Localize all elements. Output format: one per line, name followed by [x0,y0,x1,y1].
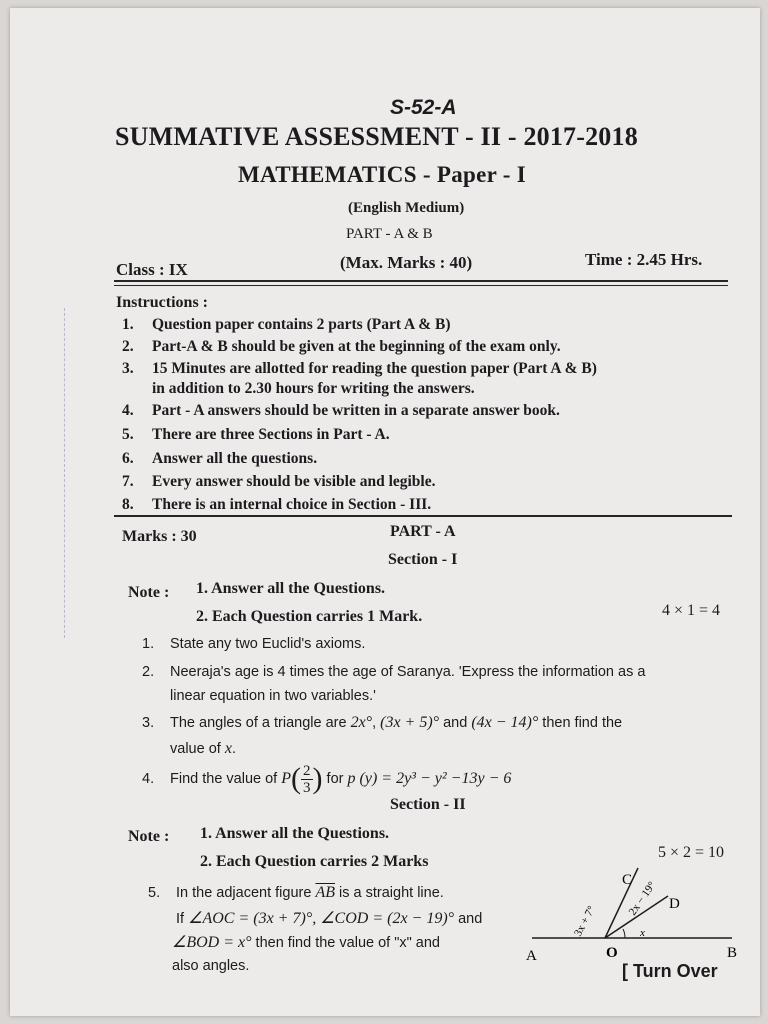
parts-label: PART - A & B [346,226,433,242]
section-1-score: 4 × 1 = 4 [662,602,721,619]
label-d: D [669,896,680,912]
label-c: C [622,872,633,888]
note-label: Note : [128,828,170,845]
instruction-item: 5. There are three Sections in Part - A. [122,426,390,443]
margin-smear [24,308,65,638]
question-5-line2: If ∠AOC = (3x + 7)°, ∠COD = (2x − 19)° and [176,910,483,927]
question-1: 1. State any two Euclid's axioms. [142,636,366,652]
turn-over-label: [ Turn Over [622,961,718,981]
question-3: 3. The angles of a triangle are 2x°, (3x + 5)° and (4x − 14)° then find the [142,714,623,731]
question-5-line4: also angles. [172,958,250,974]
section-2-score: 5 × 2 = 10 [658,844,725,861]
instruction-item: 2. Part-A & B should be given at the beginning of the exam only. [122,338,561,355]
header-divider [114,280,728,282]
time-label: Time : 2.45 Hrs. [585,250,703,269]
note-item: 1. Answer all the Questions. [200,825,390,842]
question-2-cont: linear equation in two variables.' [170,688,376,704]
exam-title: SUMMATIVE ASSESSMENT - II - 2017-2018 [115,122,638,151]
paper-code: S-52-A [390,96,457,119]
max-marks-label: (Max. Marks : 40) [340,253,473,272]
fraction: $\frac{2}{3}$ [303,762,311,796]
note-item: 2. Each Question carries 2 Marks [200,853,429,870]
instruction-item: 3. 15 Minutes are allotted for reading the question paper (Part A & B) [122,360,597,377]
subject-title: MATHEMATICS - Paper - I [238,162,526,187]
part-a-marks: Marks : 30 [122,528,197,545]
question-3-cont: value of x. [170,740,236,757]
part-a-heading: PART - A [390,523,456,540]
note-item: 2. Each Question carries 1 Mark. [196,608,423,625]
exam-paper [10,8,760,1016]
question-5: 5. In the adjacent figure $\overline{AB}$ is a straight line. [148,884,444,901]
label-b: B [727,945,738,961]
angle-arc [623,929,625,938]
instruction-item: 7. Every answer should be visible and legible. [122,473,436,490]
question-5-line3: ∠BOD = x° then find the value of "x" and [172,934,440,951]
label-o: O [606,945,618,961]
class-label: Class : IX [116,260,188,279]
instruction-item: 4. Part - A answers should be written in a separate answer book. [122,402,560,419]
angle-figure [522,860,742,970]
question-2: 2. Neeraja's age is 4 times the age of Saranya. 'Express the information as a [142,664,646,680]
question-4: 4. Find the value of P( $\frac{2}{3}$ ) for p (y) = 2y³ − y² −13y − 6 [142,762,512,796]
section-2-heading: Section - II [390,796,466,813]
instruction-item: in addition to 2.30 hours for writing the answers. [152,380,475,397]
note-label: Note : [128,584,170,601]
instruction-item: 8. There is an internal choice in Section - III. [122,496,432,513]
label-a: A [526,948,537,964]
label-angle-cod: 2x − 19° [626,879,659,918]
instruction-item: 6. Answer all the questions. [122,450,318,467]
header-divider-thin [114,285,728,286]
instruction-item: 1. Question paper contains 2 parts (Part A & B) [122,316,451,333]
note-item: 1. Answer all the Questions. [196,580,386,597]
label-angle-aoc: 3x + 7° [572,903,598,939]
medium-label: (English Medium) [348,200,465,216]
instructions-heading: Instructions : [116,294,209,311]
section-1-heading: Section - I [388,551,458,568]
instructions-divider [114,515,732,517]
label-angle-bod: x [640,927,645,939]
